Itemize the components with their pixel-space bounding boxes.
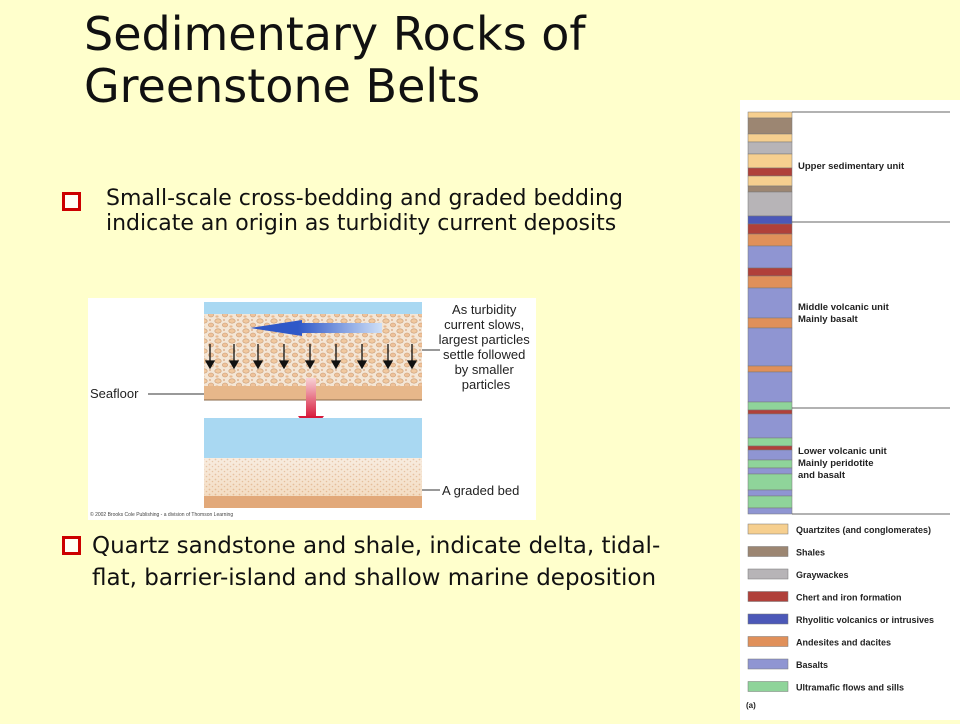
legend [748,524,934,693]
unit-middle-detail: Mainly basalt [798,314,858,325]
stratigraphic-column-figure [740,100,960,720]
unit-lower-label: Lower volcanic unit [798,446,887,457]
bullet-quartz-sandstone [62,530,672,594]
caption-line: largest particles [438,332,530,347]
unit-upper-label: Upper sedimentary unit [798,161,905,172]
title-line-2: Greenstone Belts [84,59,481,113]
stratigraphic-column [740,100,960,720]
turbidity-diagram [88,298,536,520]
caption-line: by smaller [454,362,514,377]
legend-label: Graywackes [796,570,849,580]
legend-label: Rhyolitic volcanics or intrusives [796,615,935,625]
legend-swatch [748,637,788,647]
legend-swatch [748,592,788,602]
bullet-text: Quartz sandstone and shale, indicate delta, tidal-flat, barrier-island and shallow marine deposition [92,533,661,591]
legend-swatch [748,682,788,692]
caption-line: settle followed [442,347,526,362]
seafloor-label: Seafloor [90,386,139,401]
caption-text [439,302,534,392]
graded-bed-label: A graded bed [442,483,520,498]
legend-label: Andesites and dacites [796,637,892,648]
slide-title [84,8,586,112]
legend-swatch [748,569,788,579]
legend-label: Chert and iron formation [796,592,902,603]
legend-label: Quartzites (and conglomerates) [796,525,932,535]
down-arrow-icon [306,378,316,418]
bullet-text: Small-scale cross-bedding and graded bedding indicate an origin as turbidity current deposits [106,186,623,236]
unit-middle-label: Middle volcanic unit [798,302,889,313]
unit-lower-detail-2: and basalt [798,470,845,481]
figure-copyright: © 2002 Brooks Cole Publishing - a division of Thomson Learning [90,512,234,518]
caption-line: current slows, [444,317,525,332]
legend-swatch [748,547,788,557]
unit-lower-detail: Mainly peridotite [798,458,874,469]
square-bullet-icon [62,536,81,555]
legend-label: Shales [796,547,826,558]
legend-swatch [748,659,788,669]
caption-line: particles [461,377,511,392]
legend-label: Ultramafic flows and sills [796,682,905,693]
square-bullet-icon [62,192,81,211]
bullet-cross-bedding [62,186,672,236]
legend-label: Basalts [796,660,829,670]
flow-arrow-icon [298,323,382,333]
caption-line: As turbidity [452,302,517,317]
legend-swatch [748,614,788,624]
turbidity-figure [88,298,536,520]
panel-label: (a) [746,701,756,710]
lower-panel [204,418,422,508]
legend-swatch [748,524,788,534]
title-line-1: Sedimentary Rocks of [84,7,586,61]
